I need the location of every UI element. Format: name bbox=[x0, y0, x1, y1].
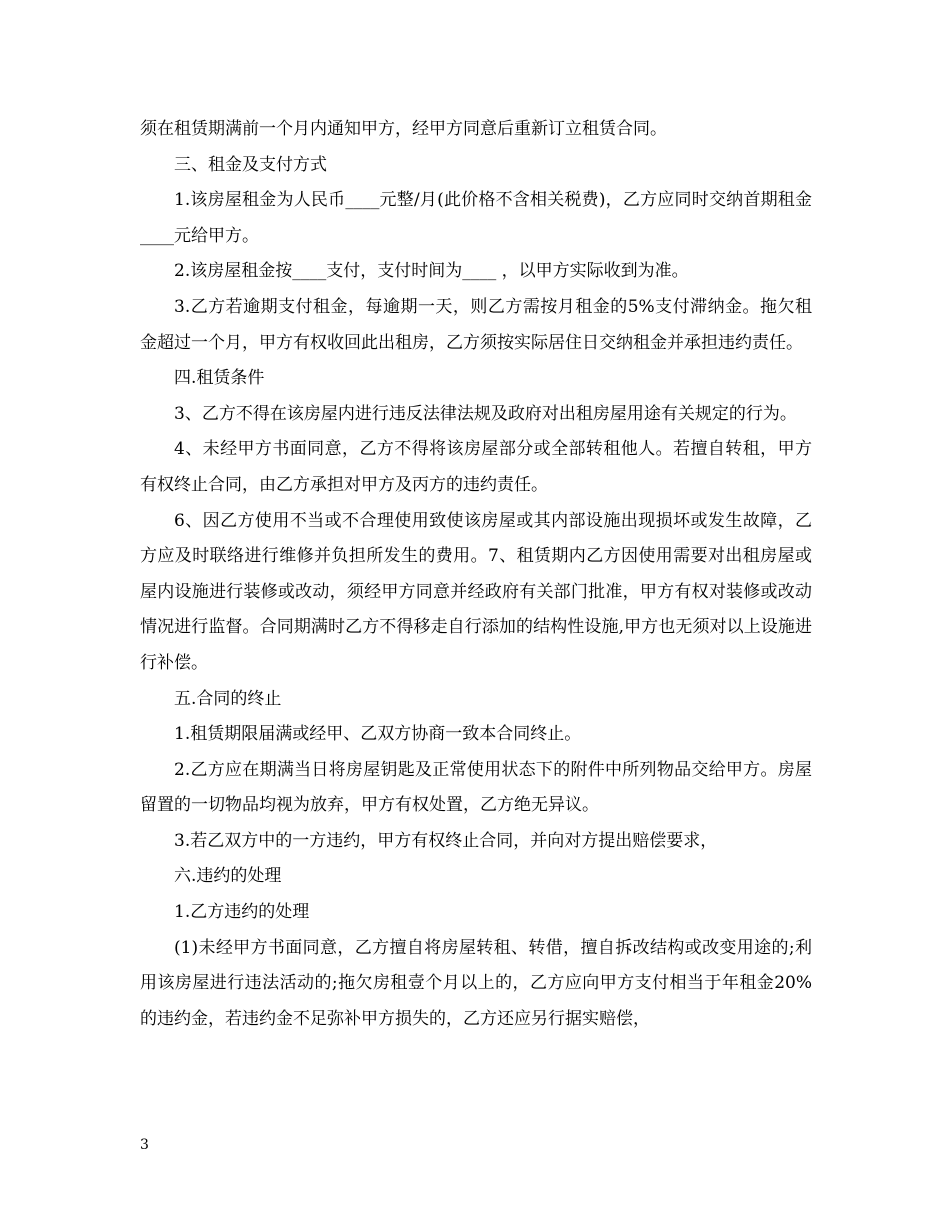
section-heading: 三、租金及支付方式 bbox=[174, 154, 327, 175]
paragraph: 须在租赁期满前一个月内通知甲方，经甲方同意后重新订立租赁合同。 bbox=[140, 119, 667, 139]
paragraph: 1.乙方违约的处理 bbox=[174, 902, 310, 923]
paragraph: 3.若乙双方中的一方违约，甲方有权终止合同，并向对方提出赔偿要求， bbox=[174, 830, 718, 851]
paragraph: 3.乙方若逾期支付租金，每逾期一天，则乙方需按月租金的5%支付滞纳金。拖欠租金超过一个月，甲方有权收回此出租房，乙方须按实际居住日交纳租金并承担违约责任。 bbox=[140, 296, 812, 353]
paragraph: 1.该房屋租金为人民币____元整/月(此价格不含相关税费)，乙方应同时交纳首期租金____元给甲方。 bbox=[140, 190, 812, 246]
paragraph: (1)未经甲方书面同意，乙方擅自将房屋转租、转借，擅自拆改结构或改变用途的;利用该房屋进行违法活动的;拖欠房租壹个月以上的，乙方应向甲方支付相当于年租金20%的违约金，若违约金不足弥补甲方损失的，乙方还应另行据实赔偿， bbox=[140, 937, 812, 1029]
paragraph: 4、未经甲方书面同意，乙方不得将该房屋部分或全部转租他人。若擅自转租，甲方有权终止合同，由乙方承担对甲方及丙方的违约责任。 bbox=[140, 439, 812, 495]
section-heading: 四.租赁条件 bbox=[174, 368, 265, 389]
paragraph: 2.该房屋租金按____支付，支付时间为____ ，以甲方实际收到为准。 bbox=[174, 261, 689, 282]
document-body bbox=[140, 112, 812, 1037]
section-heading: 五.合同的终止 bbox=[174, 688, 282, 709]
page-number: 3 bbox=[140, 1137, 149, 1153]
paragraph: 2.乙方应在期满当日将房屋钥匙及正常使用状态下的附件中所列物品交给甲方。房屋留置的一切物品均视为放弃，甲方有权处置，乙方绝无异议。 bbox=[140, 759, 812, 816]
section-heading: 六.违约的处理 bbox=[174, 866, 282, 887]
paragraph: 1.租赁期限届满或经甲、乙双方协商一致本合同终止。 bbox=[174, 724, 582, 745]
paragraph: 3、乙方不得在该房屋内进行违反法律法规及政府对出租房屋用途有关规定的行为。 bbox=[174, 403, 797, 424]
paragraph: 6、因乙方使用不当或不合理使用致使该房屋或其内部设施出现损坏或发生故障，乙方应及时联络进行维修并负担所发生的费用。7、租赁期内乙方因使用需要对出租房屋或屋内设施进行装修或改动，须经甲方同意并经政府有关部门批准，甲方有权对装修或改动情况进行监督。合同期满时乙方不得移走自行添加的结构性设施,甲方也无须对以上设施进行补偿。 bbox=[140, 510, 812, 673]
